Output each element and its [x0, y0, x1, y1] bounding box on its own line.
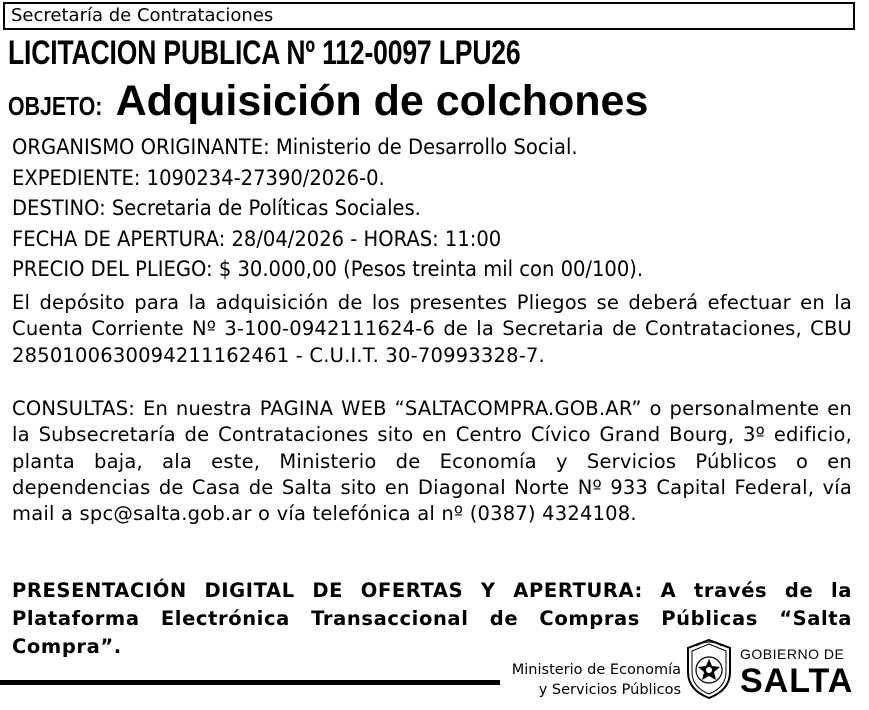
fecha-apertura-field: FECHA DE APERTURA: 28/04/2026 - HORAS: 11:00: [12, 226, 502, 251]
government-logo: [740, 646, 853, 698]
objeto-label: OBJETO:: [8, 91, 103, 121]
expediente-field: EXPEDIENTE: 1090234-27390/2026-0.: [12, 165, 385, 190]
presentacion-paragraph: PRESENTACIÓN DIGITAL DE OFERTAS Y APERTURA: A través de la Plataforma Electrónica Transaccional de Compras Públicas “Salta Compra”.: [12, 579, 852, 658]
objeto-line: [8, 77, 649, 125]
deposit-paragraph: El depósito para la adquisición de los presentes Pliegos se deberá efectuar en la Cuenta Corriente Nº 3-100-0942111624-6 de la Secretaria de Contrataciones, CBU 2850100630094211162461 - C.U.I.T. 30-70993328-7.: [12, 291, 852, 367]
department-name: Secretaría de Contrataciones: [11, 5, 274, 26]
precio-pliego-field: PRECIO DEL PLIEGO: $ 30.000,00 (Pesos treinta mil con 00/100).: [12, 257, 644, 281]
objeto-value: Adquisición de colchones: [115, 77, 649, 125]
gov-logo-salta: SALTA: [740, 662, 854, 700]
organismo-field: ORGANISMO ORIGINANTE: Ministerio de Desarrollo Social.: [12, 135, 578, 159]
gov-logo-top: GOBIERNO DE: [740, 646, 845, 662]
tender-details: [12, 132, 854, 285]
destino-field: DESTINO: Secretaria de Políticas Sociales.: [12, 196, 421, 220]
ministry-line-1: Ministerio de Economía: [511, 662, 681, 678]
ministry-name: [512, 660, 681, 700]
footer-divider: [0, 680, 500, 685]
consultas-paragraph: CONSULTAS: En nuestra PAGINA WEB “SALTACOMPRA.GOB.AR” o personalmente en la Subsecretaría de Contrataciones sito en Centro Cívico Grand Bourg, 3º edificio, planta baja, ala este, Ministerio de Economía y Servicios Públicos o en dependencias de Casa de Salta sito en Diagonal Norte Nº 933 Capital Federal, vía mail a spc@salta.gob.ar o vía telefónica al nº (0387) 4324108.: [12, 397, 852, 526]
salta-coat-of-arms-icon: [684, 638, 734, 700]
department-header: [3, 2, 855, 30]
ministry-line-2: y Servicios Públicos: [538, 682, 681, 698]
tender-title: LICITACION PUBLICA Nº 112-0097 LPU26: [8, 34, 521, 72]
